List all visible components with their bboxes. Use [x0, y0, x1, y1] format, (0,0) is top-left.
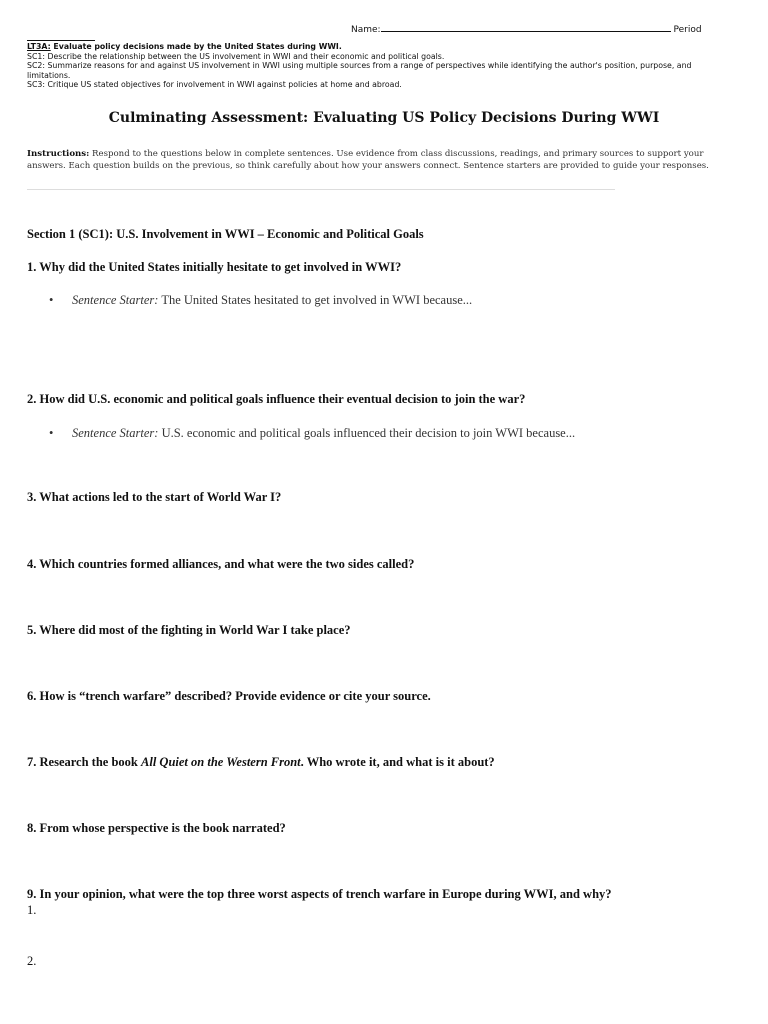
name-label: Name: [351, 25, 381, 35]
question-9: 9. In your opinion, what were the top three worst aspects of trench warfare in Europe during WWI, and why? [27, 887, 612, 901]
success-criteria-sc1: SC1: Describe the relationship between the US involvement in WWI and their economic and political goals. [27, 51, 445, 61]
header-rule [27, 40, 95, 41]
instructions [27, 149, 737, 172]
sentence-starter-text: U.S. economic and political goals influenced their decision to join WWI because... [158, 426, 576, 440]
instructions-text: Respond to the questions below in complete sentences. Use evidence from class discussions, readings, and primary sources to support your answers. Each question builds on the previous, so think carefully about how your answers connect. Sentence starters are provided to guide your responses. [27, 149, 709, 171]
sentence-starter-text: The United States hesitated to get involved in WWI because... [158, 293, 473, 307]
question-1: 1. Why did the United States initially hesitate to get involved in WWI? [27, 260, 402, 274]
question-7-suffix: . Who wrote it, and what is it about? [300, 755, 495, 769]
sentence-starter-label: Sentence Starter: [72, 426, 159, 440]
success-criteria-sc3: SC3: Critique US stated objectives for involvement in WWI against policies at home and abroad. [27, 80, 402, 90]
answer-number-2: 2. [27, 954, 37, 968]
page-title: Culminating Assessment: Evaluating US Policy Decisions During WWI [108, 110, 660, 126]
lt-code: LT3A: [27, 42, 51, 51]
sentence-starter-2 [49, 426, 575, 441]
success-criteria-sc2: SC2: Summarize reasons for and against US involvement in WWI using multiple sources from a range of perspectives while identifying the author's position, purpose, and limitations. [27, 61, 692, 80]
sentence-starter-label: Sentence Starter: [72, 293, 159, 307]
divider [27, 189, 615, 190]
question-7-prefix: 7. Research the book [27, 755, 142, 769]
question-3: 3. What actions led to the start of World War I? [27, 490, 282, 504]
period-label: Period [673, 25, 702, 35]
question-8: 8. From whose perspective is the book narrated? [27, 821, 286, 835]
book-title: All Quiet on the Western Front [141, 755, 301, 769]
lt-text: Evaluate policy decisions made by the United States during WWI. [50, 42, 342, 51]
question-7 [27, 755, 495, 770]
question-4: 4. Which countries formed alliances, and what were the two sides called? [27, 557, 415, 571]
learning-target-lt3a [27, 42, 727, 52]
section-1-heading: Section 1 (SC1): U.S. Involvement in WWI – Economic and Political Goals [27, 227, 424, 241]
question-5: 5. Where did most of the fighting in World War I take place? [27, 623, 351, 637]
sentence-starter-1 [49, 293, 472, 308]
name-blank[interactable] [381, 22, 671, 32]
bullet-icon: • [49, 426, 54, 440]
answer-number-1: 1. [27, 903, 37, 917]
instructions-label: Instructions: [27, 149, 90, 159]
question-6: 6. How is “trench warfare” described? Provide evidence or cite your source. [27, 689, 431, 703]
learning-targets [27, 42, 727, 90]
name-period-line [351, 22, 702, 35]
question-2: 2. How did U.S. economic and political goals influence their eventual decision to join the war? [27, 392, 526, 406]
bullet-icon: • [49, 293, 54, 307]
